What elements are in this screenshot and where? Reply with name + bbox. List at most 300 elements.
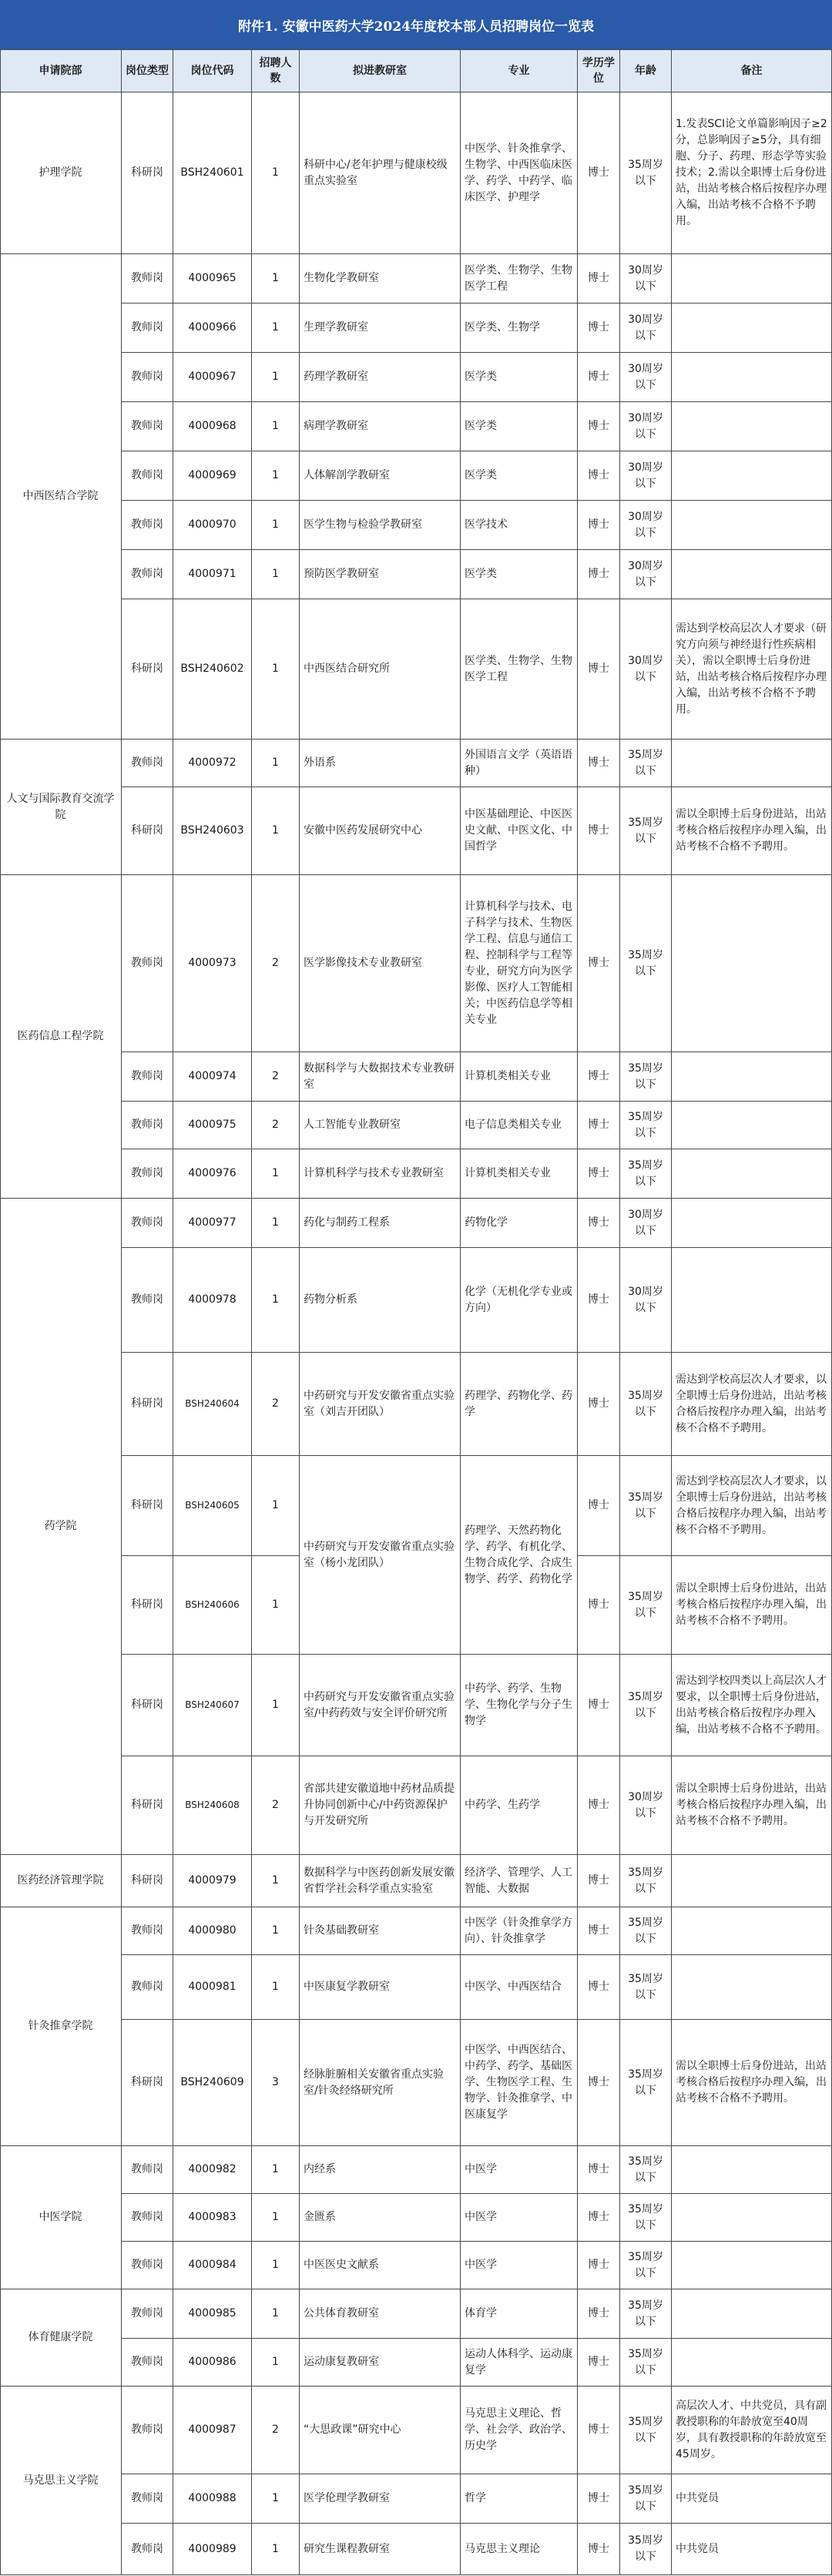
row-12-major-text: 计算机科学与技术、电子科学与技术、生物医学工程、信息与通信工程、控制科学与工程等专业，研究方向为医学影像、医疗人工智能相关；中医药信息学等相关专业: [465, 900, 572, 1026]
row-19-num: [252, 1456, 300, 1556]
row-7-num: [252, 501, 300, 550]
row-15-type: [122, 1149, 173, 1199]
row-27-dept-text: 内经系: [304, 2163, 336, 2175]
row-10-type: [122, 740, 173, 787]
row-11-num: [252, 787, 300, 875]
row-7-dept: [300, 501, 461, 550]
row-11-degree-text: 博士: [588, 824, 609, 837]
row-31-dept: [300, 2339, 461, 2386]
row-28-code-text: 4000983: [188, 2211, 237, 2223]
row-3-num-text: 1: [272, 321, 279, 334]
row-8-degree: [578, 550, 620, 599]
row-5-num-text: 1: [272, 420, 279, 432]
row-5-type: [122, 402, 173, 451]
row-31-degree-text: 博士: [588, 2356, 609, 2368]
row-30-degree: [578, 2289, 620, 2339]
row-28-major: [461, 2194, 578, 2242]
row-3-type-text: 教师岗: [131, 321, 163, 334]
row-24-type-text: 教师岗: [131, 1924, 163, 1937]
row-5-age: [620, 402, 672, 451]
row-22-num-text: 2: [272, 1799, 279, 1811]
row-15-dept: [300, 1149, 461, 1199]
row-34-degree-text: 博士: [588, 2542, 609, 2555]
row-28-dept: [300, 2194, 461, 2242]
row-27-type-text: 教师岗: [131, 2163, 163, 2175]
row-2-code: [173, 254, 252, 304]
row-14-num-text: 2: [272, 1119, 279, 1131]
row-7-degree: [578, 501, 620, 550]
row-1-type-text: 科研岗: [131, 166, 163, 179]
row-13-type-text: 教师岗: [131, 1070, 163, 1082]
row-27-num-text: 1: [272, 2163, 279, 2175]
header-cell-6: [461, 49, 578, 92]
row-11-type-text: 科研岗: [131, 824, 163, 837]
row-14-num: [252, 1102, 300, 1149]
row-10-dept: [300, 740, 461, 787]
row-6-code: [173, 451, 252, 501]
row-4-degree-text: 博士: [588, 371, 609, 383]
row-34-dept-text: 研究生课程教研室: [304, 2542, 390, 2555]
row-6-age-text: 30周岁以下: [628, 461, 663, 490]
row-26-note: [672, 2020, 832, 2146]
row-7-type-text: 教师岗: [131, 518, 163, 531]
row-27-note: [672, 2146, 832, 2194]
row-32-num: [252, 2386, 300, 2474]
row-3-dept: [300, 304, 461, 353]
row-28-num-text: 1: [272, 2211, 279, 2223]
row-26-code-text: BSH240609: [180, 2076, 244, 2088]
row-20-note: [672, 1556, 832, 1655]
row-7-dept-text: 医学生物与检验学教研室: [304, 518, 422, 531]
row-18-type: [122, 1353, 173, 1456]
row-4-age: [620, 353, 672, 402]
row-32-age-text: 35周岁以下: [628, 2415, 663, 2444]
row-22-degree-text: 博士: [588, 1799, 609, 1811]
row-13-age: [620, 1052, 672, 1102]
row-3-degree-text: 博士: [588, 321, 609, 334]
row-28-note: [672, 2194, 832, 2242]
row-31-code: [173, 2339, 252, 2386]
row-29-num: [252, 2242, 300, 2289]
row-30-code: [173, 2289, 252, 2339]
row-12-age-text: 35周岁以下: [628, 948, 663, 978]
row-18-dept-text: 中药研究与开发安徽省重点实验室（刘吉开团队）: [304, 1389, 455, 1418]
row-29-dept: [300, 2242, 461, 2289]
row-18-note-text: 需达到学校高层次人才要求，以全职博士后身份进站，出站考核合格后按程序办理入编，出站考核不合格不予聘用。: [676, 1373, 827, 1434]
row-26-type-text: 科研岗: [131, 2076, 163, 2088]
row-31-note: [672, 2339, 832, 2386]
row-1-dept: [300, 92, 461, 254]
row-10-num: [252, 740, 300, 787]
row-28-age-text: 35周岁以下: [628, 2202, 663, 2232]
row-1-note-text: 1.发表SCI论文单篇影响因子≥2分，总影响因子≥5分，具有细胞、分子、药理、形态学等实验技术；2.需以全职博士后身份进站，出站考核合格后按程序办理入编，出站考核不合格不予聘用。: [676, 118, 827, 227]
row-18-code: [173, 1353, 252, 1456]
row-31-major: [461, 2339, 578, 2386]
header-cell-5-text: 拟进教研室: [353, 64, 407, 77]
row-10-degree-text: 博士: [588, 756, 609, 769]
row-7-code: [173, 501, 252, 550]
row-19-note: [672, 1456, 832, 1556]
header-cell-8-text: 年龄: [635, 64, 656, 77]
row-4-major-text: 医学类: [465, 371, 497, 383]
school-cell: [0, 254, 122, 740]
row-19-type-text: 科研岗: [131, 1499, 163, 1511]
row-29-code: [173, 2242, 252, 2289]
row-18-degree: [578, 1353, 620, 1456]
row-5-num: [252, 402, 300, 451]
row-22-dept: [300, 1756, 461, 1855]
row-6-num: [252, 451, 300, 501]
row-16-num: [252, 1199, 300, 1248]
row-3-age-text: 30周岁以下: [628, 313, 663, 342]
row-24-dept: [300, 1907, 461, 1955]
row-27-degree: [578, 2146, 620, 2194]
row-19-degree: [578, 1456, 620, 1556]
row-22-note-text: 需以全职博士后身份进站，出站考核合格后按程序办理入编，出站考核不合格不予聘用。: [676, 1783, 827, 1827]
row-11-degree: [578, 787, 620, 875]
row-23-age: [620, 1855, 672, 1907]
row-2-code-text: 4000965: [188, 272, 237, 284]
row-6-dept: [300, 451, 461, 501]
row-27-major: [461, 2146, 578, 2194]
row-16-code: [173, 1199, 252, 1248]
row-25-major: [461, 1955, 578, 2020]
row-23-major: [461, 1855, 578, 1907]
row-12-code: [173, 875, 252, 1052]
row-9-note: [672, 599, 832, 740]
row-14-age-text: 35周岁以下: [628, 1110, 663, 1139]
row-5-major-text: 医学类: [465, 420, 497, 432]
row-2-note: [672, 254, 832, 304]
row-23-type-text: 科研岗: [131, 1874, 163, 1887]
row-15-code-text: 4000976: [188, 1167, 237, 1179]
row-2-major: [461, 254, 578, 304]
row-3-num: [252, 304, 300, 353]
row-10-code-text: 4000972: [188, 756, 237, 769]
row-19-code-text: BSH240605: [185, 1500, 240, 1511]
row-21-age: [620, 1655, 672, 1756]
row-32-degree-text: 博士: [588, 2423, 609, 2436]
row-22-age: [620, 1756, 672, 1855]
row-1-code: [173, 92, 252, 254]
row-17-degree-text: 博士: [588, 1293, 609, 1306]
row-11-major-text: 中医基础理论、中医医史文献、中医文化、中国哲学: [465, 808, 572, 853]
row-22-code: [173, 1756, 252, 1855]
row-6-degree-text: 博士: [588, 469, 609, 481]
row-12-dept-text: 医学影像技术专业教研室: [304, 957, 422, 969]
row-9-degree-text: 博士: [588, 662, 609, 675]
row-14-age: [620, 1102, 672, 1149]
row-5-code: [173, 402, 252, 451]
row-23-degree: [578, 1855, 620, 1907]
row-10-dept-text: 外语系: [304, 756, 336, 769]
row-3-code: [173, 304, 252, 353]
row-1-dept-text: 科研中心/老年护理与健康校级重点实验室: [304, 158, 448, 187]
row-14-code-text: 4000975: [188, 1119, 237, 1131]
row-15-note: [672, 1149, 832, 1199]
row-12-age: [620, 875, 672, 1052]
row-8-age-text: 30周岁以下: [628, 559, 663, 589]
row-26-num-text: 3: [272, 2076, 279, 2088]
row-23-num: [252, 1855, 300, 1907]
row-29-degree-text: 博士: [588, 2259, 609, 2271]
row-20-age: [620, 1556, 672, 1655]
row-17-code-text: 4000978: [188, 1293, 237, 1306]
row-25-age: [620, 1955, 672, 2020]
school-cell: [0, 2146, 122, 2289]
header-cell-4-text: 招聘人数: [259, 56, 292, 85]
row-22-type: [122, 1756, 173, 1855]
row-33-code-text: 4000988: [188, 2492, 237, 2504]
row-5-note: [672, 402, 832, 451]
row-21-dept-text: 中药研究与开发安徽省重点实验室/中药药效与安全评价研究所: [304, 1690, 455, 1719]
row-30-dept-text: 公共体育教研室: [304, 2307, 379, 2319]
row-18-type-text: 科研岗: [131, 1397, 163, 1410]
row-34-type: [122, 2524, 173, 2575]
row-6-note: [672, 451, 832, 501]
row-21-code-text: BSH240607: [185, 1699, 240, 1710]
header-cell-5: [300, 49, 461, 92]
row-17-num-text: 1: [272, 1293, 279, 1306]
row-15-dept-text: 计算机科学与技术专业教研室: [304, 1167, 444, 1179]
row-21-note-text: 需达到学校四类以上高层次人才要求，以全职博士后身份进站，出站考核合格后按程序办理入编，出站考核不合格不予聘用。: [676, 1674, 827, 1736]
row-13-major-text: 计算机类相关专业: [465, 1070, 551, 1082]
row-34-major-text: 马克思主义理论: [465, 2542, 540, 2555]
row-9-age: [620, 599, 672, 740]
row-22-degree: [578, 1756, 620, 1855]
row-25-note: [672, 1955, 832, 2020]
header-cell-8: [620, 49, 672, 92]
row-26-major: [461, 2020, 578, 2146]
row-21-degree: [578, 1655, 620, 1756]
row-1-note: [672, 92, 832, 254]
row-11-code: [173, 787, 252, 875]
row-15-num: [252, 1149, 300, 1199]
row-9-num-text: 1: [272, 662, 279, 675]
row-16-dept-text: 药化与制药工程系: [304, 1216, 390, 1229]
school-cell: [0, 2289, 122, 2386]
row-1-num: [252, 92, 300, 254]
row-8-num: [252, 550, 300, 599]
header-cell-3: [173, 49, 252, 92]
row-24-code-text: 4000980: [188, 1924, 237, 1937]
row-18-note: [672, 1353, 832, 1456]
row-7-degree-text: 博士: [588, 518, 609, 531]
row-11-type: [122, 787, 173, 875]
school-cell: [0, 1855, 122, 1907]
row-16-degree: [578, 1199, 620, 1248]
row-30-type-text: 教师岗: [131, 2307, 163, 2319]
row-32-type-text: 教师岗: [131, 2423, 163, 2436]
row-4-age-text: 30周岁以下: [628, 362, 663, 391]
row-15-age-text: 35周岁以下: [628, 1159, 663, 1188]
row-7-type: [122, 501, 173, 550]
row-4-code-text: 4000967: [188, 371, 237, 383]
row-14-note: [672, 1102, 832, 1149]
row-33-note-text: 中共党员: [676, 2492, 719, 2504]
row-10-num-text: 1: [272, 756, 279, 769]
row-27-code: [173, 2146, 252, 2194]
row-31-degree: [578, 2339, 620, 2386]
row-3-dept-text: 生理学教研室: [304, 321, 368, 334]
row-25-type: [122, 1955, 173, 2020]
row-19-age: [620, 1456, 672, 1556]
row-30-type: [122, 2289, 173, 2339]
row-24-code: [173, 1907, 252, 1955]
row-9-type: [122, 599, 173, 740]
row-34-dept: [300, 2524, 461, 2575]
row-10-code: [173, 740, 252, 787]
row-14-major-text: 电子信息类相关专业: [465, 1119, 562, 1131]
row-28-type: [122, 2194, 173, 2242]
row-17-major: [461, 1248, 578, 1353]
row-2-type-text: 教师岗: [131, 272, 163, 284]
row-16-age: [620, 1199, 672, 1248]
row-1-degree-text: 博士: [588, 166, 609, 179]
row-33-type-text: 教师岗: [131, 2492, 163, 2504]
row-5-degree-text: 博士: [588, 420, 609, 432]
row-5-major: [461, 402, 578, 451]
row-5-degree: [578, 402, 620, 451]
row-4-type-text: 教师岗: [131, 371, 163, 383]
row-16-degree-text: 博士: [588, 1216, 609, 1229]
row-2-type: [122, 254, 173, 304]
school-cell-text: 体育健康学院: [28, 2331, 93, 2343]
row-32-num-text: 2: [272, 2423, 279, 2436]
row-17-major-text: 化学（无机化学专业或方向）: [465, 1285, 572, 1314]
row-7-major: [461, 501, 578, 550]
row-9-degree: [578, 599, 620, 740]
row-17-age-text: 30周岁以下: [628, 1285, 663, 1314]
row-21-note: [672, 1655, 832, 1756]
row-34-code-text: 4000989: [188, 2542, 237, 2555]
row-33-type: [122, 2474, 173, 2524]
school-cell: [0, 875, 122, 1199]
row-12-num: [252, 875, 300, 1052]
row-14-dept-text: 人工智能专业教研室: [304, 1119, 401, 1131]
school-cell: [0, 1199, 122, 1855]
row-12-degree: [578, 875, 620, 1052]
row-33-degree-text: 博士: [588, 2492, 609, 2504]
row-10-age: [620, 740, 672, 787]
school-cell-text: 针灸推拿学院: [28, 2020, 93, 2032]
row-29-major: [461, 2242, 578, 2289]
row-33-note: [672, 2474, 832, 2524]
row-33-code: [173, 2474, 252, 2524]
row-25-type-text: 教师岗: [131, 1981, 163, 1993]
row-16-dept: [300, 1199, 461, 1248]
row-25-num-text: 1: [272, 1981, 279, 1993]
row-30-note: [672, 2289, 832, 2339]
row-5-age-text: 30周岁以下: [628, 411, 663, 441]
row-2-major-text: 医学类、生物学、生物医学工程: [465, 263, 572, 293]
row-29-dept-text: 中医医史文献系: [304, 2259, 379, 2271]
row-30-major-text: 体育学: [465, 2307, 497, 2319]
row-21-num-text: 1: [272, 1699, 279, 1711]
row-28-degree-text: 博士: [588, 2211, 609, 2223]
school-cell-text: 中西医结合学院: [22, 490, 99, 502]
row-28-degree: [578, 2194, 620, 2242]
row-31-dept-text: 运动康复教研室: [304, 2356, 379, 2368]
row-22-code-text: BSH240608: [185, 1800, 240, 1810]
row-8-degree-text: 博士: [588, 568, 609, 580]
row-3-degree: [578, 304, 620, 353]
row-20-degree: [578, 1556, 620, 1655]
row-5-type-text: 教师岗: [131, 420, 163, 432]
row-9-dept: [300, 599, 461, 740]
row-3-major-text: 医学类、生物学: [465, 321, 540, 334]
row-3-note: [672, 304, 832, 353]
row-16-note: [672, 1199, 832, 1248]
row-18-major: [461, 1353, 578, 1456]
row-17-degree: [578, 1248, 620, 1353]
row-29-code-text: 4000984: [188, 2259, 237, 2271]
row-8-dept: [300, 550, 461, 599]
row-2-degree-text: 博士: [588, 272, 609, 284]
row-23-code: [173, 1855, 252, 1907]
row-14-type-text: 教师岗: [131, 1119, 163, 1131]
row-20-degree-text: 博士: [588, 1598, 609, 1611]
row-18-dept: [300, 1353, 461, 1456]
row-10-major-text: 外国语言文学（英语语种）: [465, 748, 572, 777]
row-14-degree-text: 博士: [588, 1119, 609, 1131]
row-12-code-text: 4000973: [188, 957, 237, 969]
row-16-code-text: 4000977: [188, 1216, 237, 1229]
row-34-degree: [578, 2524, 620, 2575]
row-9-note-text: 需达到学校高层次人才要求（研究方向须与神经退行性疾病相关），需以全职博士后身份进站，出站考核合格后按程序办理入编，出站考核不合格不予聘用。: [676, 622, 827, 716]
row-28-type-text: 教师岗: [131, 2211, 163, 2223]
row-14-major: [461, 1102, 578, 1149]
school-cell-text: 马克思主义学院: [22, 2474, 99, 2487]
row-4-num-text: 1: [272, 371, 279, 383]
school-cell-text: 人文与国际教育交流学院: [6, 792, 115, 821]
row-8-code: [173, 550, 252, 599]
row-2-num: [252, 254, 300, 304]
row-25-dept-text: 中医康复学教研室: [304, 1981, 390, 1993]
row-26-age-text: 35周岁以下: [628, 2068, 663, 2097]
row-27-num: [252, 2146, 300, 2194]
row-29-age: [620, 2242, 672, 2289]
row-31-type-text: 教师岗: [131, 2356, 163, 2368]
row-1-age: [620, 92, 672, 254]
row-15-major: [461, 1149, 578, 1199]
row-17-dept-text: 药物分析系: [304, 1293, 357, 1306]
row-18-age-text: 35周岁以下: [628, 1389, 663, 1418]
row-30-num: [252, 2289, 300, 2339]
row-33-degree: [578, 2474, 620, 2524]
row-31-num: [252, 2339, 300, 2386]
row-26-num: [252, 2020, 300, 2146]
row-31-age-text: 35周岁以下: [628, 2347, 663, 2376]
header-cell-9-text: 备注: [740, 64, 763, 77]
row-26-dept-text: 经脉脏腑相关安徽省重点实验室/针灸经络研究所: [304, 2068, 444, 2097]
row-14-type: [122, 1102, 173, 1149]
row-17-num: [252, 1248, 300, 1353]
row-15-code: [173, 1149, 252, 1199]
row-34-num: [252, 2524, 300, 2575]
row-8-note: [672, 550, 832, 599]
row-6-num-text: 1: [272, 469, 279, 481]
row-22-note: [672, 1756, 832, 1855]
row-27-age-text: 35周岁以下: [628, 2155, 663, 2184]
row-20-age-text: 35周岁以下: [628, 1590, 663, 1619]
row-12-num-text: 2: [272, 957, 279, 969]
row-30-num-text: 1: [272, 2307, 279, 2319]
row-11-num-text: 1: [272, 824, 279, 837]
row-11-age: [620, 787, 672, 875]
row-15-degree-text: 博士: [588, 1167, 609, 1179]
row-9-major-text: 医学类、生物学、生物医学工程: [465, 654, 572, 683]
